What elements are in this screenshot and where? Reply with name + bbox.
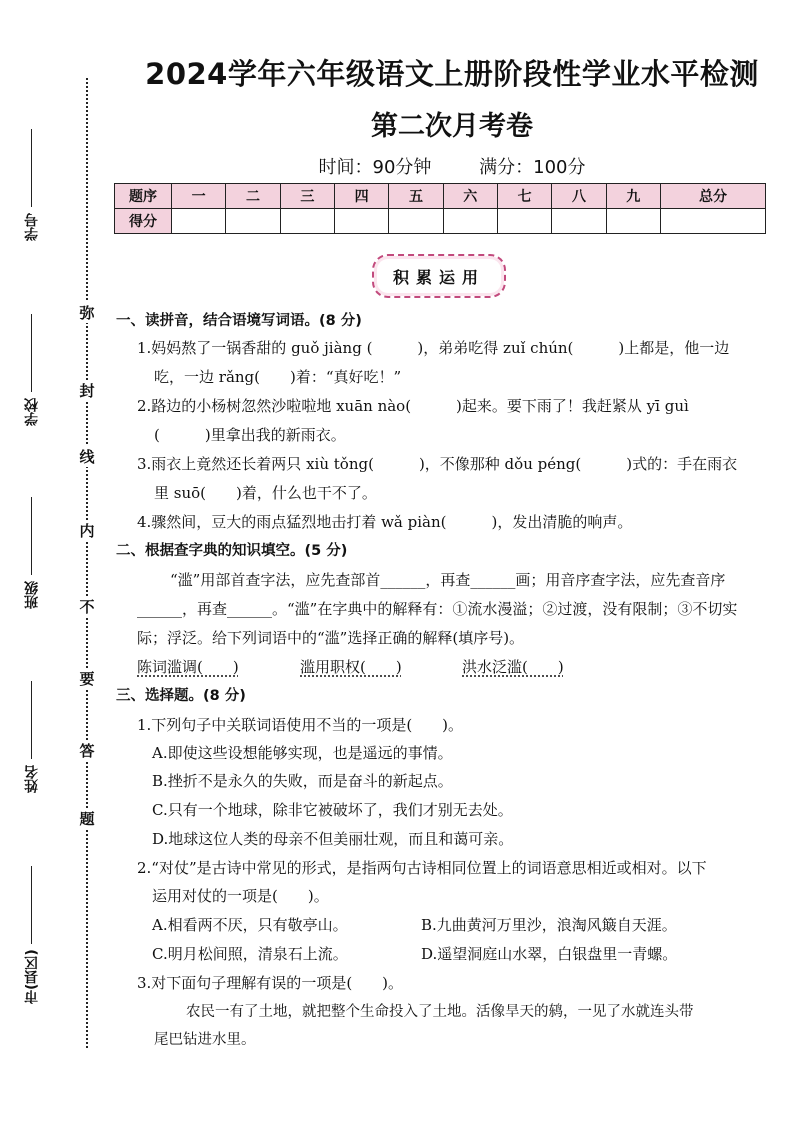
- passage-line: 农民一有了土地，就把整个生命投入了土地。活像旱天的鸫，一见了水就连头带: [186, 1004, 694, 1020]
- question-line: “滥”用部首查字法，应先查部首______，再查______画；用音序查字法，应先查音序: [170, 571, 726, 589]
- question-line: ______，再查______。“滥”在字典中的解释有：①流水漫溢；②过渡，没有限制；③不切实: [137, 600, 738, 618]
- seal-char: 不: [79, 598, 95, 616]
- seal-char: 要: [79, 670, 95, 688]
- option-line: B.挫折不是永久的失败，而是奋斗的新起点。: [152, 772, 453, 790]
- score-table-column: 四: [334, 184, 388, 209]
- question-line: 2.路边的小杨树忽然沙啦啦地 xuān nào( )起来。要下雨了！我赶紧从 yī guì: [137, 397, 689, 415]
- question-line: 里 suō( )着，什么也干不了。: [154, 484, 377, 502]
- option-line: D.遥望洞庭山水翠，白银盘里一青螺。: [421, 945, 678, 963]
- score-table-column: 九: [606, 184, 660, 209]
- exam-subtitle: 第二次月考卷: [371, 111, 533, 142]
- section-heading: 二、根据查字典的知识填空。(5 分): [116, 543, 348, 559]
- question-line: 1.妈妈熬了一锅香甜的 guǒ jiàng ( )，弟弟吃得 zuǐ chún( )上都是，他一边: [137, 339, 730, 357]
- score-table-column: 七: [497, 184, 551, 209]
- score-table-column: 八: [552, 184, 606, 209]
- word-item: 滥用职权( ): [300, 658, 402, 676]
- margin-label-city: 市(县区): [22, 855, 42, 1015]
- option-line: A.相看两不厌，只有敬亭山。: [152, 916, 348, 934]
- exam-full-score: 满分：100分: [479, 157, 586, 178]
- question-line: 吃，一边 rǎng( )着：“真好吃！”: [154, 368, 402, 386]
- score-table-row-label: 题序: [115, 184, 172, 209]
- score-table-column: 一: [172, 184, 226, 209]
- margin-label-school: 学校: [22, 300, 42, 440]
- score-table-column: 五: [389, 184, 443, 209]
- word-item: 陈词滥调( ): [137, 658, 239, 676]
- score-cell[interactable]: [389, 209, 443, 234]
- seal-char: 题: [79, 810, 95, 828]
- question-line: 2.“对仗”是古诗中常见的形式，是指两句古诗相同位置上的词语意思相近或相对。以下: [137, 859, 707, 877]
- question-line: 3.雨衣上竟然还长着两只 xiù tǒng( )，不像那种 dǒu péng( )式的：手在雨衣: [137, 455, 738, 473]
- margin-label-student-id: 学号: [22, 120, 42, 250]
- seal-char: 弥: [79, 304, 95, 322]
- question-line: 运用对仗的一项是( )。: [152, 887, 329, 905]
- question-line: 1.下列句子中关联词语使用不当的一项是( )。: [137, 716, 464, 734]
- score-table-header-row: [115, 184, 766, 209]
- score-table-column: 总分: [660, 184, 765, 209]
- score-cell[interactable]: [280, 209, 334, 234]
- score-table-column: 二: [226, 184, 280, 209]
- score-table-score-row: [115, 209, 766, 234]
- option-line: D.地球这位人类的母亲不但美丽壮观，而且和蔼可亲。: [152, 830, 514, 848]
- option-line: C.只有一个地球，除非它被破坏了，我们才别无去处。: [152, 801, 513, 819]
- question-line: ( )里拿出我的新雨衣。: [154, 426, 346, 444]
- word-item: 洪水泛滥( ): [462, 658, 564, 676]
- margin-label-class: 班级: [22, 488, 42, 618]
- score-cell[interactable]: [552, 209, 606, 234]
- exam-time: 时间：90分钟: [318, 157, 432, 178]
- option-line: B.九曲黄河万里沙，浪淘风簸自天涯。: [421, 916, 677, 934]
- option-line: C.明月松间照，清泉石上流。: [152, 945, 348, 963]
- score-cell[interactable]: [497, 209, 551, 234]
- passage-line: 尾巴钻进水里。: [154, 1032, 256, 1048]
- question-line: 3.对下面句子理解有误的一项是( )。: [137, 974, 404, 992]
- time-score-line: [110, 153, 794, 179]
- score-cell[interactable]: [172, 209, 226, 234]
- seal-char: 封: [79, 382, 95, 400]
- section-banner: 积累运用: [372, 254, 506, 298]
- score-table-column: 三: [280, 184, 334, 209]
- score-cell[interactable]: [660, 209, 765, 234]
- option-line: A.即使这些设想能够实现，也是遥远的事情。: [152, 744, 453, 762]
- exam-title: 2024学年六年级语文上册阶段性学业水平检测: [145, 57, 759, 91]
- binding-dotted-line: [86, 78, 88, 1048]
- section-heading: 三、选择题。(8 分): [116, 688, 246, 704]
- seal-char: 线: [79, 448, 95, 466]
- score-cell[interactable]: [443, 209, 497, 234]
- score-cell[interactable]: [226, 209, 280, 234]
- seal-char: 答: [79, 742, 95, 760]
- score-table-row-label: 得分: [115, 209, 172, 234]
- question-line: 际；浮泛。给下列词语中的“滥”选择正确的解释(填序号)。: [137, 629, 525, 647]
- score-table: [114, 183, 766, 234]
- margin-label-name: 姓名: [22, 670, 42, 805]
- seal-char: 内: [79, 522, 95, 540]
- score-cell[interactable]: [334, 209, 388, 234]
- section-heading: 一、读拼音，结合语境写词语。(8 分): [116, 313, 362, 329]
- score-table-column: 六: [443, 184, 497, 209]
- score-cell[interactable]: [606, 209, 660, 234]
- question-line: 4.骤然间，豆大的雨点猛烈地击打着 wǎ piàn( )，发出清脆的响声。: [137, 513, 633, 531]
